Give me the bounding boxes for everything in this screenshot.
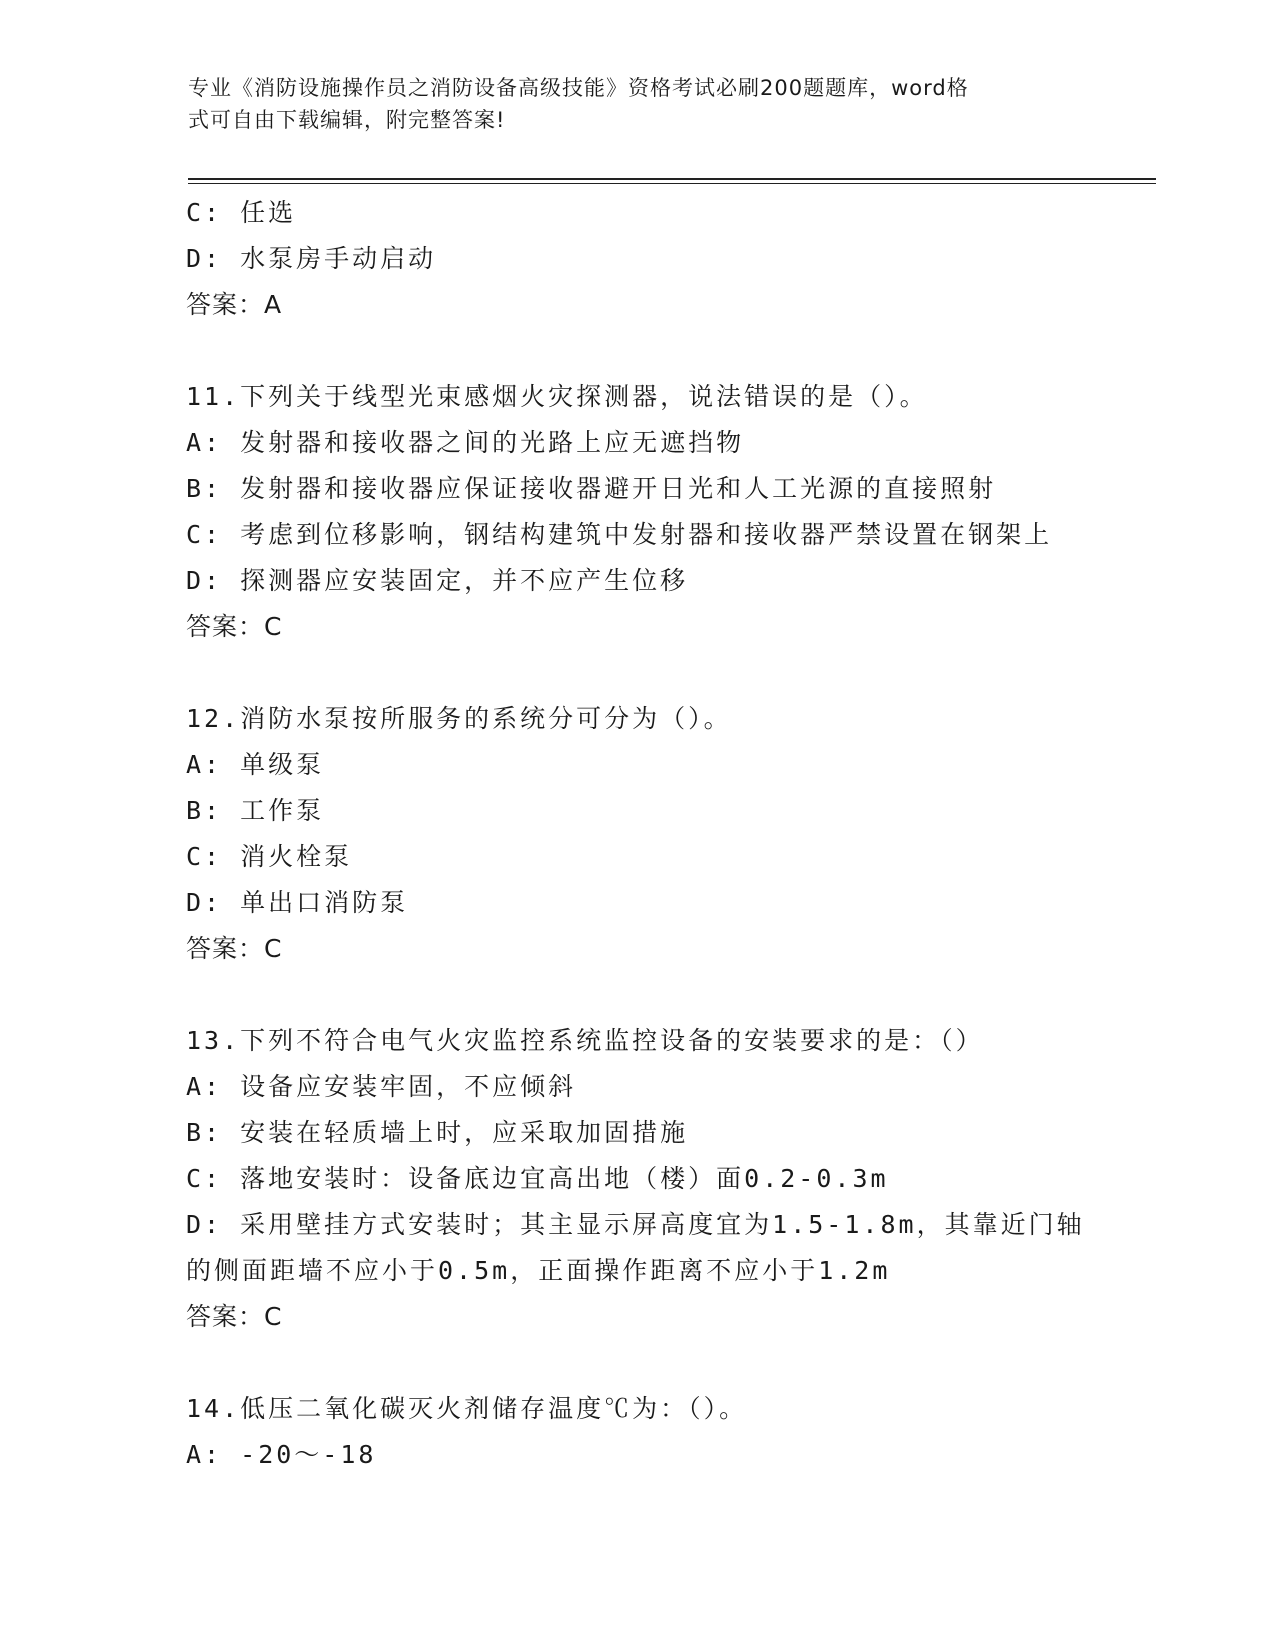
option-line: A: -20～-18 <box>186 1440 377 1469</box>
option-line: D: 采用壁挂方式安装时；其主显示屏高度宜为1.5-1.8m，其靠近门轴 <box>186 1210 1085 1239</box>
question-stem: 14.低压二氧化碳灭火剂储存温度℃为：（）。 <box>186 1394 748 1423</box>
option-line: C: 任选 <box>186 198 297 227</box>
option-line: C: 落地安装时：设备底边宜高出地（楼）面0.2-0.3m <box>186 1164 889 1193</box>
question-stem: 13.下列不符合电气火灾监控系统监控设备的安装要求的是：（） <box>186 1026 984 1055</box>
option-line: D: 单出口消防泵 <box>186 888 409 917</box>
answer-line: 答案：A <box>186 290 283 319</box>
option-line: B: 发射器和接收器应保证接收器避开日光和人工光源的直接照射 <box>186 474 997 503</box>
option-line-continued: 的侧面距墙不应小于0.5m，正面操作距离不应小于1.2m <box>186 1256 891 1285</box>
option-line: C: 消火栓泵 <box>186 842 353 871</box>
header-line-2: 式可自由下载编辑，附完整答案! <box>188 108 506 132</box>
spacer <box>186 972 1186 1018</box>
option-line: B: 工作泵 <box>186 796 325 825</box>
question-stem: 12.消防水泵按所服务的系统分可分为（）。 <box>186 704 732 733</box>
option-line: A: 单级泵 <box>186 750 325 779</box>
option-line: B: 安装在轻质墙上时，应采取加固措施 <box>186 1118 689 1147</box>
spacer <box>186 328 1186 374</box>
document-header <box>188 72 1068 136</box>
question-list <box>186 190 1186 1478</box>
header-divider-thick <box>188 178 1156 180</box>
answer-line: 答案：C <box>186 934 283 963</box>
answer-line: 答案：C <box>186 612 283 641</box>
spacer <box>186 1340 1186 1386</box>
question-stem: 11.下列关于线型光束感烟火灾探测器，说法错误的是（）。 <box>186 382 928 411</box>
option-line: A: 设备应安装牢固，不应倾斜 <box>186 1072 577 1101</box>
option-line: C: 考虑到位移影响，钢结构建筑中发射器和接收器严禁设置在钢架上 <box>186 520 1053 549</box>
header-line-1: 专业《消防设施操作员之消防设备高级技能》资格考试必刷200题题库，word格 <box>188 76 969 100</box>
option-line: D: 探测器应安装固定，并不应产生位移 <box>186 566 689 595</box>
option-line: A: 发射器和接收器之间的光路上应无遮挡物 <box>186 428 745 457</box>
header-divider-thin <box>188 183 1156 184</box>
spacer <box>186 650 1186 696</box>
answer-line: 答案：C <box>186 1302 283 1331</box>
option-line: D: 水泵房手动启动 <box>186 244 437 273</box>
